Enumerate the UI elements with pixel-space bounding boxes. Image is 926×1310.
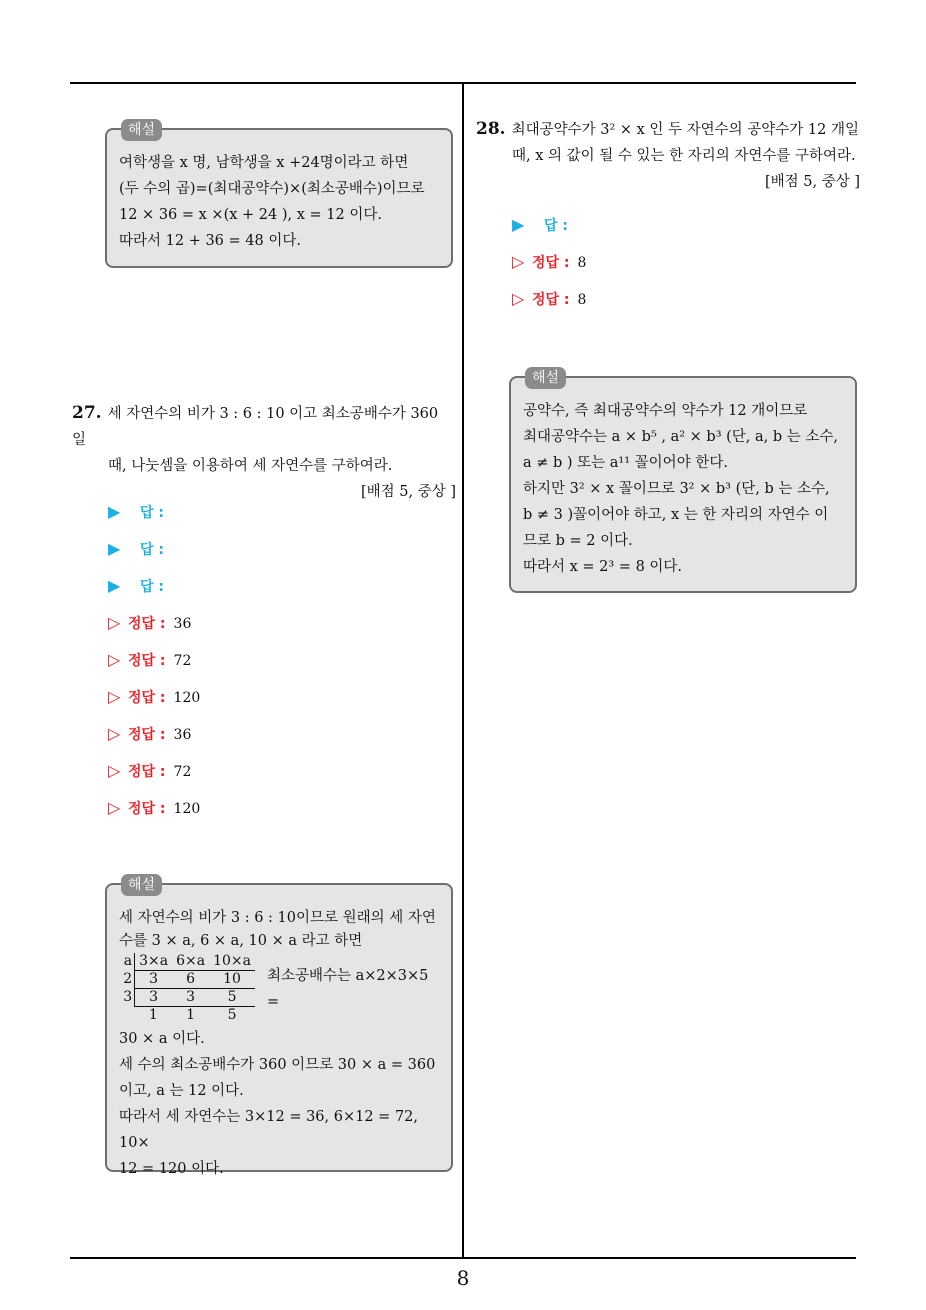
correct-answer-value: 120 xyxy=(173,801,201,817)
division-ladder xyxy=(119,953,439,1024)
solution-line: 하지만 3² × x 꼴이므로 3² × b³ (단, b 는 소수, xyxy=(523,481,830,497)
outline-triangle-icon: ▷ xyxy=(108,761,121,780)
division-cell: 5 xyxy=(227,1007,237,1023)
solution-line: 따라서 x = 2³ = 8 이다. xyxy=(523,559,683,575)
outline-triangle-icon: ▷ xyxy=(108,798,121,817)
division-row xyxy=(119,1007,255,1025)
answer-label: 답 : xyxy=(544,218,568,234)
filled-triangle-icon: ▶ xyxy=(108,576,121,595)
answer-label: 답 : xyxy=(140,505,164,521)
answer-blank-row xyxy=(108,501,172,523)
correct-answer-label: 정답 : xyxy=(128,727,166,743)
division-divisor xyxy=(119,1007,135,1025)
question-meta: [배점 5, 중상 ] xyxy=(360,484,456,500)
correct-answer-row xyxy=(108,612,191,634)
division-cell: 3 xyxy=(135,989,172,1007)
solution-box-27 xyxy=(105,877,453,1177)
division-cell: 1 xyxy=(148,1007,158,1023)
correct-answer-row xyxy=(108,686,200,708)
solution-box-26 xyxy=(105,122,453,268)
division-table xyxy=(119,953,255,1024)
solution-tag: 해설 xyxy=(121,874,162,896)
division-cell: 10 xyxy=(209,971,255,989)
filled-triangle-icon: ▶ xyxy=(108,502,121,521)
outline-triangle-icon: ▷ xyxy=(108,650,121,669)
correct-answer-label: 정답 : xyxy=(532,255,570,271)
solution-line: 므로 b = 2 이다. xyxy=(523,533,633,549)
solution-line: (두 수의 곱)=(최대공약수)×(최소공배수)이므로 xyxy=(119,181,425,197)
solution-line: b ≠ 3 )꼴이어야 하고, x 는 한 자리의 자연수 이 xyxy=(523,507,829,523)
division-cell: 3 xyxy=(172,989,209,1007)
column-divider xyxy=(462,83,464,1258)
division-row xyxy=(119,953,255,971)
correct-answer-row xyxy=(512,288,586,310)
page-number: 8 xyxy=(456,1266,470,1290)
filled-triangle-icon: ▶ xyxy=(512,215,525,234)
correct-answer-value: 36 xyxy=(173,727,192,743)
question-number: 27. xyxy=(72,403,102,423)
outline-triangle-icon: ▷ xyxy=(512,252,525,271)
correct-answer-value: 72 xyxy=(173,764,192,780)
solution-line: 여학생을 x 명, 남학생을 x +24명이라고 하면 xyxy=(119,155,409,171)
correct-answer-label: 정답 : xyxy=(128,690,166,706)
division-cell: 3 xyxy=(135,971,172,989)
solution-line: 따라서 12 + 36 = 48 이다. xyxy=(119,233,301,249)
division-cell: 1 xyxy=(186,1007,196,1023)
bottom-rule xyxy=(70,1257,856,1259)
correct-answer-label: 정답 : xyxy=(128,801,166,817)
question-line: 28. 최대공약수가 3² × x 인 두 자연수의 공약수가 12 개일 xyxy=(476,119,860,139)
solution-line: 세 수의 최소공배수가 360 이므로 30 × a = 360 xyxy=(119,1057,436,1073)
outline-triangle-icon: ▷ xyxy=(108,687,121,706)
solution-line: 이고, a 는 12 이다. xyxy=(119,1083,244,1099)
question-27 xyxy=(72,400,456,505)
division-cell: 6 xyxy=(172,971,209,989)
division-row xyxy=(119,989,255,1007)
question-line: 27. 세 자연수의 비가 3 : 6 : 10 이고 최소공배수가 360 일 xyxy=(72,403,439,448)
division-divisor: 3 xyxy=(123,989,133,1005)
outline-triangle-icon: ▷ xyxy=(108,613,121,632)
solution-line: 수를 3 × a, 6 × a, 10 × a 라고 하면 xyxy=(119,933,363,949)
answer-label: 답 : xyxy=(140,542,164,558)
solution-line: 따라서 세 자연수는 3×12 = 36, 6×12 = 72, 10× xyxy=(119,1109,418,1151)
division-row xyxy=(119,971,255,989)
division-divisor: a xyxy=(123,953,133,970)
solution-line: 공약수, 즉 최대공약수의 약수가 12 개이므로 xyxy=(523,403,808,419)
question-line: 때, 나눗셈을 이용하여 세 자연수를 구하여라. xyxy=(108,458,393,474)
division-divisor: 2 xyxy=(123,971,133,987)
division-cell: 10×a xyxy=(209,953,255,971)
correct-answer-label: 정답 : xyxy=(128,653,166,669)
correct-answer-value: 36 xyxy=(173,616,192,632)
answer-blank-row xyxy=(108,575,172,597)
solution-tag: 해설 xyxy=(121,119,162,141)
solution-line: 12 × 36 = x ×(x + 24 ), x = 12 이다. xyxy=(119,207,382,223)
division-side-text: 최소공배수는 a×2×3×5 = xyxy=(266,967,429,1010)
answer-blank-row xyxy=(512,214,576,236)
outline-triangle-icon: ▷ xyxy=(108,724,121,743)
answer-label: 답 : xyxy=(140,579,164,595)
correct-answer-value: 8 xyxy=(577,255,587,271)
question-number: 28. xyxy=(476,119,506,139)
filled-triangle-icon: ▶ xyxy=(108,539,121,558)
question-28 xyxy=(476,116,860,195)
correct-answer-row xyxy=(512,251,586,273)
division-cell: 5 xyxy=(209,989,255,1007)
question-meta: [배점 5, 중상 ] xyxy=(764,174,860,190)
correct-answer-value: 120 xyxy=(173,690,201,706)
solution-line: 12 = 120 이다. xyxy=(119,1161,224,1177)
solution-line: a ≠ b ) 또는 a¹¹ 꼴이어야 한다. xyxy=(523,455,728,471)
outline-triangle-icon: ▷ xyxy=(512,289,525,308)
correct-answer-label: 정답 : xyxy=(532,292,570,308)
correct-answer-label: 정답 : xyxy=(128,616,166,632)
correct-answer-row xyxy=(108,649,191,671)
solution-line: 최대공약수는 a × b⁵ , a² × b³ (단, a, b 는 소수, xyxy=(523,429,838,445)
question-line: 때, x 의 값이 될 수 있는 한 자리의 자연수를 구하여라. xyxy=(512,148,856,164)
correct-answer-value: 8 xyxy=(577,292,587,308)
answer-blank-row xyxy=(108,538,172,560)
correct-answer-row xyxy=(108,723,191,745)
correct-answer-label: 정답 : xyxy=(128,764,166,780)
solution-box-28 xyxy=(509,370,857,593)
correct-answer-value: 72 xyxy=(173,653,192,669)
division-cell: 3×a xyxy=(135,953,172,971)
solution-line: 30 × a 이다. xyxy=(119,1031,205,1047)
correct-answer-row xyxy=(108,797,200,819)
solution-line: 세 자연수의 비가 3 : 6 : 10이므로 원래의 세 자연 xyxy=(119,910,436,926)
division-cell: 6×a xyxy=(172,953,209,971)
correct-answer-row xyxy=(108,760,191,782)
solution-tag: 해설 xyxy=(525,367,566,389)
